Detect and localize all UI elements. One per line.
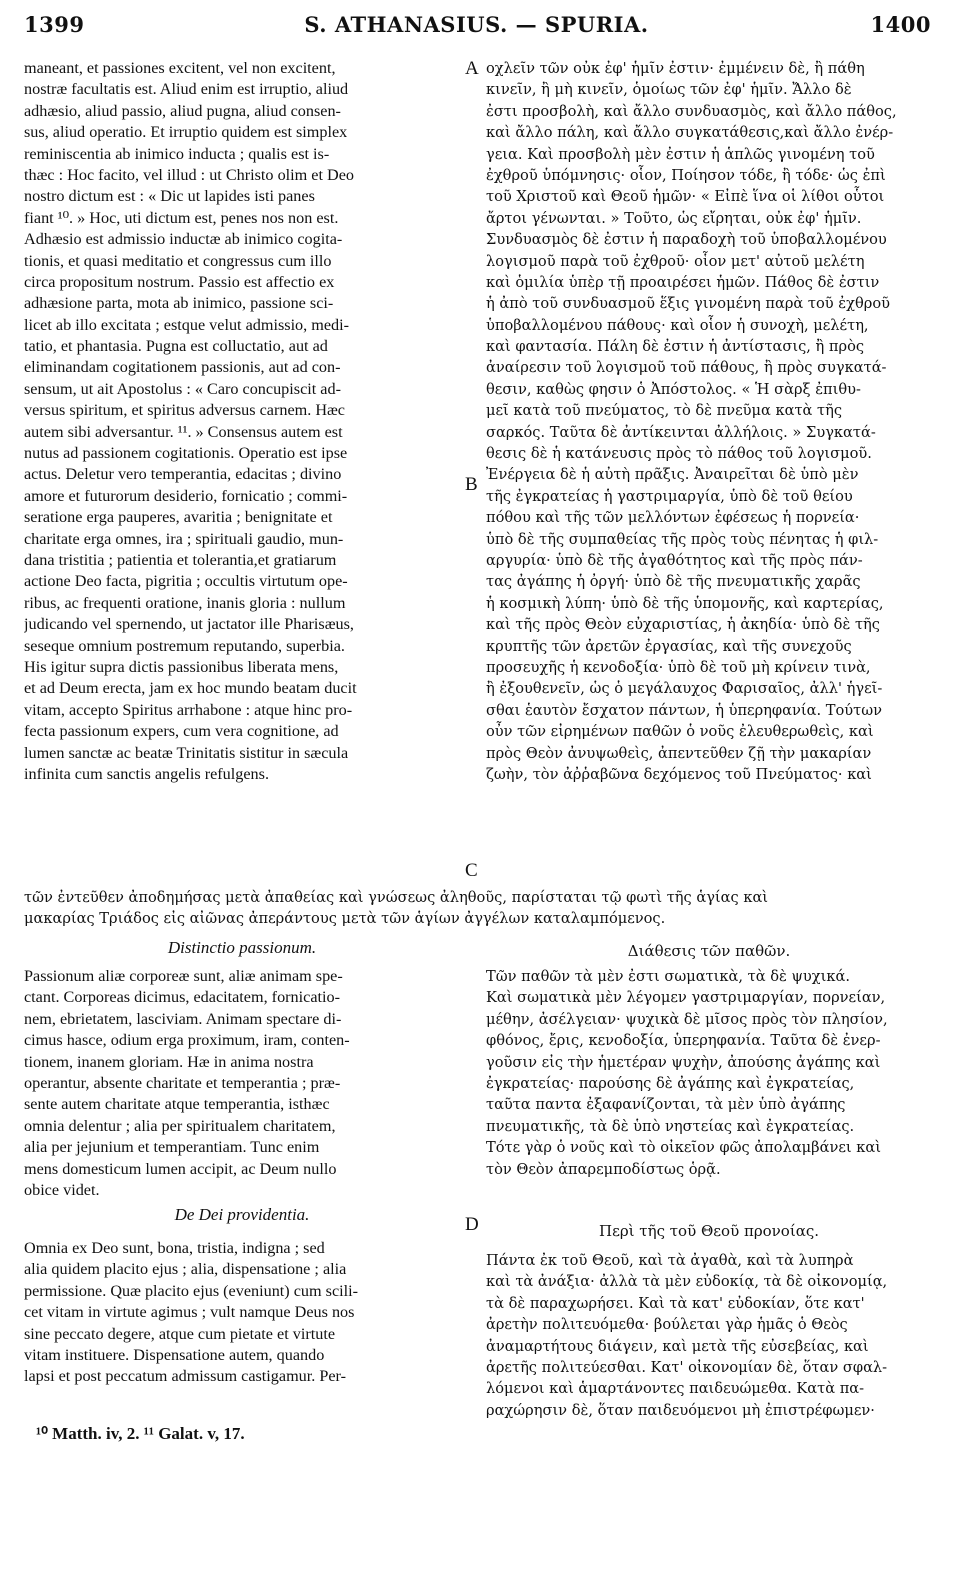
section-title-greek-diathesis: Διάθεσις τῶν παθῶν. (627, 942, 791, 960)
text-line: adhæsio, aliud passio, aliud pugna, aliud consen- (24, 101, 341, 120)
text-line: ctant. Corporeas dicimus, edacitatem, fornicatio- (24, 988, 340, 1007)
text-line: φθόνος, ἔρις, κενοδοξία, ὑπερηφανία. Ταῦτα δὲ ἐνερ- (486, 1032, 881, 1050)
text-line: permissione. Quæ placito ejus (eveniunt) cum scili- (24, 1281, 359, 1300)
page-number-left: 1399 (24, 12, 85, 37)
text-line: πνευματικῆς, τὰ δὲ ὑπὸ νηστείας καὶ ἐγκρατείας. (486, 1117, 855, 1135)
text-line: lapsi et post peccatum admissum castigamur. Per- (24, 1367, 347, 1386)
text-line: Τῶν παθῶν τὰ μὲν ἐστι σωματικὰ, τὰ δὲ ψυχικά. (486, 968, 850, 985)
text-line: κινεῖν, ἢ μὴ κινεῖν, ὁμοίως τῶν ἐφ' ἡμῖν. Ἄλλο δὲ (486, 81, 852, 99)
text-line: τας ἀγάπης ἡ ὀργή· ὑπὸ δὲ τῆς πνευματικῆς χαρᾶς (486, 573, 861, 591)
text-line: licet ab illo excitata ; estque velut admissio, medi- (24, 315, 350, 334)
text-line: tatio, et phantasia. Pugna est colluctatio, aut ad (24, 337, 328, 356)
latin-column-2 (24, 966, 460, 1201)
text-line: et ad Deum erecta, jam ex hoc mundo beatam ducit (24, 679, 357, 698)
text-line: γεια. Καὶ προσβολὴ μὲν ἐστιν ἡ ἁπλῶς γινομένη τοῦ (486, 145, 875, 163)
text-line: Τότε γὰρ ὁ νοῦς καὶ τὸ οἰκεῖον φῶς ἀπολαμβάνει καὶ (486, 1139, 881, 1157)
text-line: ribus, ac frequenti oratione, inanis gloria : nullum (24, 593, 346, 612)
text-line: maneant, et passiones excitent, vel non excitent, (24, 59, 336, 77)
text-line: ὑποβαλλομένου πάθους· καὶ οἷον ἡ συνοχὴ, μελέτη, (486, 316, 869, 334)
text-line: dana tristitia ; patientia et tolerantia,et gratiarum (24, 550, 337, 569)
text-line: sine peccato degere, atque cum pietate et virtute (24, 1324, 336, 1343)
text-line: οχλεῖν τῶν οὐκ ἐφ' ἡμῖν ἐστιν· ἐμμένειν δὲ, ἢ πάθη (486, 60, 865, 77)
text-line: τῆς ἐγκρατείας ἡ γαστριμαργία, ὑπὸ δὲ τοῦ θείου (486, 487, 853, 505)
text-line: lumen sanctæ ac beatæ Trinitatis sistitur in sæcula (24, 743, 349, 762)
section-title-greek-pronoia: Περὶ τῆς τοῦ Θεοῦ προνοίας. (598, 1222, 819, 1240)
text-line: τοῦ Χριστοῦ καὶ Θεοῦ ἡμῶν· « Εἰπὲ ἵνα οἱ λίθοι οὗτοι (486, 188, 885, 206)
text-line: vitam instituere. Dispensatione autem, quando (24, 1345, 325, 1364)
text-line: τῶν ἐντεῦθεν ἀποδημήσας μετὰ ἀπαθείας καὶ γνώσεως ἀληθοῦς, παρίσταται τῷ φωτὶ τῆς ἁγίας καὶ (24, 889, 769, 906)
text-line: κρυπτῆς τῶν ἀρετῶν ἐργασίας, καὶ τῆς συνεχοῦς (486, 637, 852, 655)
text-line: ραχώρησιν δὲ, ὅταν παιδευόμενοι μὴ ἐπιστρέφωμεν· (486, 1401, 875, 1419)
text-line: autem sibi adversantur. ¹¹. » Consensus autem est (24, 422, 343, 441)
text-line: mens domesticum lumen accipit, ac Deum nullo (24, 1159, 337, 1178)
section-title-latin-providentia: De Dei providentia. (174, 1205, 310, 1224)
text-line: καὶ ἄλλο πάλη, καὶ ἄλλο συγκατάθεσις,καὶ ἄλλο ἐνέρ- (486, 124, 894, 142)
text-line: οὖν τῶν εἰρημένων παθῶν ὁ νοῦς ἐλευθερωθεὶς, καὶ (486, 723, 874, 741)
text-line: προσευχῆς ἡ κενοδοξία· ὑπὸ δὲ τοῦ μὴ κρίνειν τινὰ, (486, 658, 871, 676)
text-line: αργυρία· ὑπὸ δὲ τῆς ἀγαθότητος καὶ τῆς πρὸς πάν- (486, 551, 863, 569)
text-line: καὶ τῆς πρὸς Θεὸν εὐχαριστίας, ἡ ἀκηδία· ὑπὸ δὲ τῆς (486, 616, 880, 634)
text-line: nostro dictum est : « Dic ut lapides isti panes (24, 187, 315, 206)
text-line: Συνδυασμὸς δὲ ἐστιν ἡ παραδοχὴ τοῦ ὑποβαλλομένου (486, 231, 887, 249)
text-line: nem, ebrietatem, lasciviam. Animam spectare di- (24, 1009, 342, 1028)
text-line: tionis, et quasi meditatio et congressus cum illo (24, 251, 332, 270)
margin-marker-b: B (465, 474, 478, 495)
page-number-right: 1400 (870, 12, 931, 37)
text-line: λόμενοι καὶ ἁμαρτάνοντες παιδευώμεθα. Κατὰ πα- (486, 1380, 865, 1398)
text-line: Ἐνέργεια δὲ ἡ αὐτὴ πρᾶξις. Ἀναιρεῖται δὲ ὑπὸ μὲν (486, 466, 859, 484)
text-line: amore et futurorum desiderio, fornicatio ; commi- (24, 486, 348, 505)
text-line: circa propositum nostrum. Passio est affectio ex (24, 272, 335, 291)
text-line: λογισμοῦ παρὰ τοῦ ἐχθροῦ· οἷον μετ' αὐτοῦ μελέτη (486, 252, 865, 270)
text-line: fecta passionum expers, cum vera cognitione, ad (24, 722, 339, 741)
text-line: vitam, accepto Spiritus arrhabone : atque hinc pro- (24, 700, 353, 719)
section-title-latin-distinctio: Distinctio passionum. (167, 938, 317, 957)
text-line: ζωὴν, τὸν ἀῤῥαβῶνα δεχόμενος τοῦ Πνεύματος· καὶ (486, 765, 872, 783)
text-line: θεσις δὲ ἡ κατάνευσις πρὸς τὸ πάθος τοῦ λογισμοῦ. (486, 445, 872, 463)
text-line: τὸν Θεὸν ἀπαρεμποδίστως ὁρᾷ. (486, 1160, 721, 1178)
greek-column-3 (486, 1250, 932, 1421)
text-line: obice videt. (24, 1180, 100, 1199)
text-line: infinita cum sanctis angelis refulgens. (24, 764, 269, 783)
text-line: γοῦσιν εἰς τὴν ἡμετέραν ψυχὴν, ἀπούσης ἀγάπης καὶ (486, 1053, 881, 1071)
text-line: seratione erga pauperes, avaritia ; benignitate et (24, 508, 333, 527)
text-line: Adhæsio est admissio inductæ ab inimico cogita- (24, 230, 343, 249)
text-line: thæc : Hoc facito, vel illud : ut Christo olim et Deo (24, 165, 354, 184)
greek-column-2 (486, 966, 932, 1180)
text-line: πόθου καὶ τῆς τῶν μελλόντων ἐφέσεως ἡ πορνεία· (486, 509, 860, 527)
text-line: ἡ κοσμικὴ λύπη· ὑπὸ δὲ τῆς ὑπομονῆς, καὶ καρτερίας, (486, 594, 884, 612)
text-line: ἀρετῆς πολιτεύεσθαι. Κατ' οἰκονομίαν δὲ, ὅταν σφαλ- (486, 1358, 888, 1376)
text-line: ἐστι προσβολὴ, καὶ ἄλλο συνδυασμὸς, καὶ ἄλλο πάθος, (486, 102, 897, 120)
text-line: ἀναίρεσιν τοῦ λογισμοῦ τοῦ πάθους, ἢ πρὸς συγκατά- (486, 359, 887, 377)
text-line: σθαι ἑαυτὸν ἔσχατον πάντων, ἡ ὑπερηφανία. Τούτων (486, 701, 882, 719)
text-line: adhæsione parta, mota ab inimico, passione sci- (24, 294, 334, 313)
text-line: ἡ ἀπὸ τοῦ συνδυασμοῦ ἕξις γινομένη παρὰ τοῦ ἐχθροῦ (486, 295, 890, 313)
text-line: sensum, ut ait Apostolus : « Caro concupiscit ad- (24, 379, 341, 398)
text-line: ἢ ἐξουθενεῖν, ὡς ὁ μεγάλαυχος Φαρισαῖος, ἀλλ' ἡγεῖ- (486, 680, 883, 698)
running-title: S. ATHANASIUS. — SPURIA. (304, 12, 649, 37)
text-line: nostræ facultatis est. Aliud enim est irruptio, aliud (24, 80, 349, 99)
text-line: sus, aliud operatio. Et irruptio quidem est simplex (24, 123, 348, 142)
text-line: ἐχθροῦ ὑπόμνησις· οἷον, Ποίησον τόδε, ἢ τόδε· ὡς ἐπὶ (486, 166, 886, 184)
text-line: His igitur supra dictis passionibus liberata mens, (24, 657, 339, 676)
text-line: Καὶ σωματικὰ μὲν λέγομεν γαστριμαργίαν, πορνείαν, (486, 989, 886, 1007)
text-line: cet vitam in virtute agimus ; vult namque Deus nos (24, 1303, 355, 1322)
text-line: judicando vel spernendo, ut jactator ille Pharisæus, (24, 615, 354, 634)
text-line: μέθην, ἀσέλγειαν· ψυχικὰ δὲ μῖσος πρὸς τὸν πλησίον, (486, 1010, 888, 1028)
text-line: reminiscentia ab inimico inducta ; qualis est is- (24, 144, 330, 163)
text-line: ἀρετὴν πολιτευόμεθα· βούλεται γὰρ ἡμᾶς ὁ Θεὸς (486, 1316, 848, 1334)
margin-marker-c: C (465, 860, 478, 881)
text-line: μακαρίας Τριάδος εἰς αἰῶνας ἀπεράντους μετὰ τῶν ἁγίων ἀγγέλων καταλαμπόμενος. (24, 910, 666, 928)
text-line: actus. Deletur vero temperantia, edacitas ; divino (24, 465, 342, 484)
text-line: θεσιν, καθὼς φησιν ὁ Ἀπόστολος. « Ἡ σὰρξ ἐπιθυ- (486, 380, 861, 398)
greek-continuation (24, 887, 932, 930)
text-line: actione Deo facta, pigritia ; occultis virtutum ope- (24, 572, 348, 591)
text-line: versus spiritum, et spiritus adversus carnem. Hæc (24, 401, 345, 420)
text-line: alia per jejunium et temperantiam. Tunc enim (24, 1138, 320, 1157)
margin-marker-d: D (465, 1214, 479, 1235)
text-line: Passionum aliæ corporeæ sunt, aliæ animam spe- (24, 967, 343, 985)
text-line: πρὸς Θεὸν ἀνυψωθεὶς, ἀπεντεῦθεν ζῇ τὴν μακαρίαν (486, 744, 872, 762)
greek-column-1 (486, 58, 932, 785)
text-line: alia quidem placito ejus ; alia, dispensatione ; alia (24, 1260, 347, 1279)
text-line: σαρκός. Ταῦτα δὲ ἀντίκεινται ἀλλήλοις. » Συγκατά- (486, 423, 876, 441)
latin-column-3 (24, 1238, 460, 1388)
text-line: Omnia ex Deo sunt, bona, tristia, indigna ; sed (24, 1239, 325, 1257)
margin-marker-a: A (465, 58, 479, 79)
text-line: fiant ¹⁰. » Hoc, uti dictum est, penes nos non est. (24, 208, 339, 227)
text-line: seseque omnium postremum reputando, superbia. (24, 636, 345, 655)
text-line: ἄρτοι γένωνται. » Τοῦτο, ὡς εἴρηται, οὐκ ἐφ' ἡμῖν. (486, 209, 862, 227)
text-line: ταῦτα παντα ἐξαφανίζονται, τὰ μὲν ὑπὸ ἀγάπης (486, 1096, 846, 1114)
text-line: charitate erga omnes, ira ; spirituali gaudio, mun- (24, 529, 344, 548)
text-line: eliminandam cogitationem passionis, aut ad con- (24, 358, 341, 377)
text-line: τὰ δὲ παραχωρήσει. Καὶ τὰ κατ' εὐδοκίαν, ὅτε κατ' (486, 1294, 865, 1312)
text-line: καὶ φαντασία. Πάλη δὲ ἐστιν ἡ ἀντίστασις, ἢ πρὸς (486, 338, 865, 356)
text-line: tionem, inanem gloriam. Hæ in anima nostra (24, 1052, 314, 1071)
text-line: operantur, absente charitate et temperantia ; præ- (24, 1073, 341, 1092)
text-line: μεῖ κατὰ τοῦ πνεύματος, τὸ δὲ πνεῦμα κατὰ τῆς (486, 402, 843, 420)
text-line: ἐγκρατείας· παρούσης δὲ ἀγάπης καὶ ἐγκρατείας, (486, 1074, 855, 1092)
text-line: καὶ ὁμιλία ὑπὲρ τῇ προαιρέσει ἡμῶν. Πάθος δὲ ἐστιν (486, 273, 880, 291)
text-line: ὑπὸ δὲ τῆς συμπαθείας τῆς πρὸς τοὺς πένητας ἡ φιλ- (486, 530, 879, 548)
footnotes: ¹⁰ Matth. iv, 2. ¹¹ Galat. v, 17. (36, 1424, 245, 1443)
text-line: nutus ad passionem cogitationis. Operatio est ipse (24, 444, 348, 463)
text-line: Πάντα ἐκ τοῦ Θεοῦ, καὶ τὰ ἀγαθὰ, καὶ τὰ λυπηρὰ (486, 1252, 854, 1269)
text-line: καὶ τὰ ἀνάξια· ἀλλὰ τὰ μὲν εὐδοκίᾳ, τὰ δὲ οἰκονομίᾳ, (486, 1273, 888, 1291)
text-line: sente autem charitate atque temperantia, isthæc (24, 1095, 330, 1114)
text-line: ἀναμαρτήτους διάγειν, καὶ μετὰ τῆς εὐσεβείας, καὶ (486, 1337, 869, 1355)
text-line: cimus hasce, odium erga proximum, iram, conten- (24, 1031, 350, 1050)
latin-column-1 (24, 58, 460, 785)
text-line: omnia delentur ; alia per spiritualem charitatem, (24, 1116, 336, 1135)
